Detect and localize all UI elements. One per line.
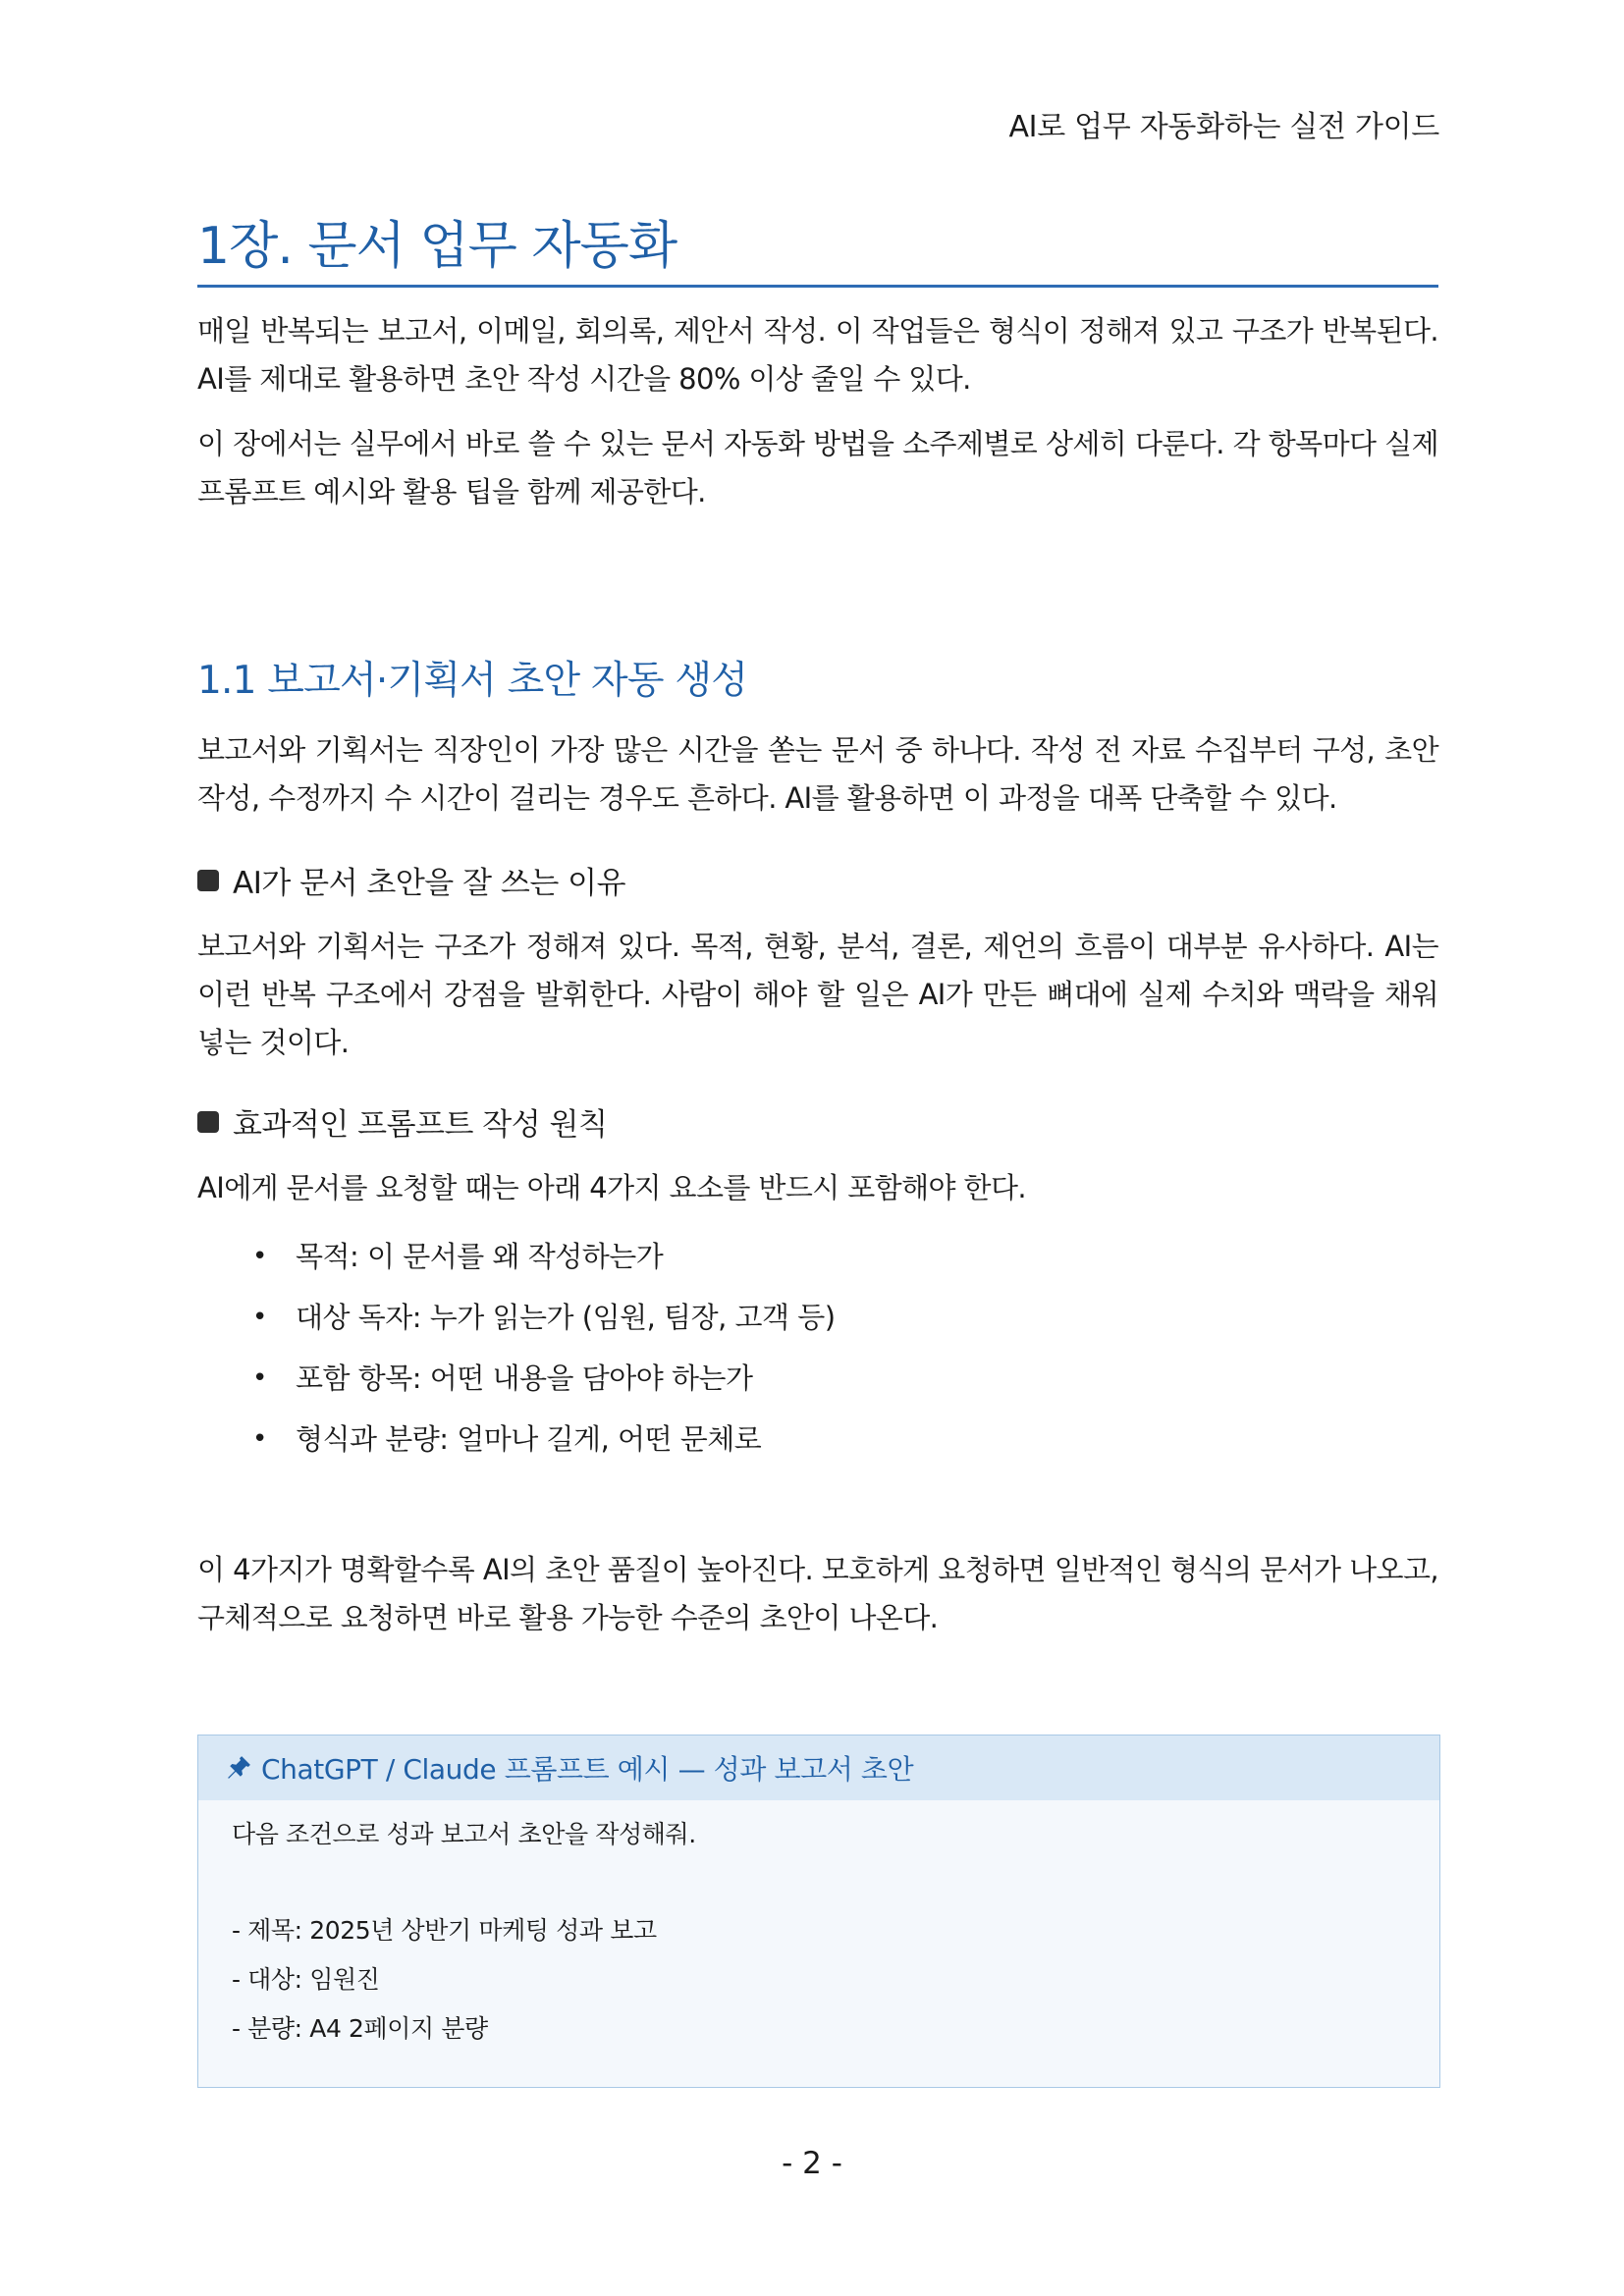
subsection-paragraph-1: 보고서와 기획서는 구조가 정해져 있다. 목적, 현황, 분석, 결론, 제언의 흐름이 대부분 유사하다. AI는 이런 반복 구조에서 강점을 발휘한다. 사람이 해야 할 일은 AI가 만든 뼈대에 실제 수치와 맥락을 채워 넣는 것이다. xyxy=(197,930,1438,1059)
bullet-dot-icon: • xyxy=(252,1303,267,1332)
subheading-label: 효과적인 프롬프트 작성 원칙 xyxy=(233,1107,608,1143)
section-title: 1.1 보고서·기획서 초안 자동 생성 xyxy=(197,659,748,703)
square-bullet-icon xyxy=(197,1111,219,1133)
list-item xyxy=(197,1417,1376,1478)
subheading-why-ai xyxy=(197,858,625,902)
running-header: AI로 업무 자동화하는 실전 가이드 xyxy=(1008,110,1439,144)
prompt-line: - 분량: A4 2페이지 분량 xyxy=(232,2014,488,2043)
prompt-line: 다음 조건으로 성과 보고서 초안을 작성해줘. xyxy=(232,1820,696,1848)
square-bullet-icon xyxy=(197,870,219,891)
bullet-dot-icon: • xyxy=(252,1363,267,1393)
subheading-prompt-principles xyxy=(197,1099,607,1144)
prompt-box-body xyxy=(198,1800,1439,2063)
list-item xyxy=(197,1357,1376,1417)
prompt-box-header xyxy=(198,1735,1439,1800)
intro-paragraph-1: 매일 반복되는 보고서, 이메일, 회의록, 제안서 작성. 이 작업들은 형식이 정해져 있고 구조가 반복된다. AI를 제대로 활용하면 초안 작성 시간을 80% 이상 줄일 수 있다. xyxy=(197,314,1438,396)
prompt-line: - 대상: 임원진 xyxy=(232,1965,380,1994)
pushpin-icon xyxy=(224,1753,253,1783)
list-item-text: 목적: 이 문서를 왜 작성하는가 xyxy=(296,1240,664,1273)
list-item xyxy=(197,1296,1376,1357)
list-item-text: 형식과 분량: 얼마나 길게, 어떤 문체로 xyxy=(296,1422,762,1456)
chapter-divider xyxy=(197,285,1438,288)
intro-paragraph-2: 이 장에서는 실무에서 바로 쓸 수 있는 문서 자동화 방법을 소주제별로 상세히 다룬다. 각 항목마다 실제 프롬프트 예시와 활용 팁을 함께 제공한다. xyxy=(197,427,1438,508)
prompt-line: - 제목: 2025년 상반기 마케팅 성과 보고 xyxy=(232,1916,657,1945)
list-item-text: 포함 항목: 어떤 내용을 담아야 하는가 xyxy=(296,1362,753,1395)
prompt-blank-line xyxy=(232,1859,1406,1906)
section-intro-paragraph: 보고서와 기획서는 직장인이 가장 많은 시간을 쏟는 문서 중 하나다. 작성 전 자료 수집부터 구성, 초안 작성, 수정까지 수 시간이 걸리는 경우도 흔하다. AI를 활용하면 이 과정을 대폭 단축할 수 있다. xyxy=(197,733,1438,815)
bullet-dot-icon: • xyxy=(252,1424,267,1454)
subsection-paragraph-2: AI에게 문서를 요청할 때는 아래 4가지 요소를 반드시 포함해야 한다. xyxy=(197,1171,1026,1204)
list-item-text: 대상 독자: 누가 읽는가 (임원, 팀장, 고객 등) xyxy=(296,1301,836,1334)
principles-list xyxy=(197,1235,1376,1478)
prompt-example-box xyxy=(197,1735,1440,2088)
subheading-label: AI가 문서 초안을 잘 쓰는 이유 xyxy=(233,866,626,901)
page-number: - 2 - xyxy=(782,2146,842,2181)
prompt-box-title: ChatGPT / Claude 프롬프트 예시 — 성과 보고서 초안 xyxy=(261,1753,914,1786)
list-item xyxy=(197,1235,1376,1296)
closing-paragraph: 이 4가지가 명확할수록 AI의 초안 품질이 높아진다. 모호하게 요청하면 일반적인 형식의 문서가 나오고, 구체적으로 요청하면 바로 활용 가능한 수준의 초안이 나온다. xyxy=(197,1553,1438,1634)
chapter-title: 1장. 문서 업무 자동화 xyxy=(197,217,677,276)
bullet-dot-icon: • xyxy=(252,1242,267,1271)
